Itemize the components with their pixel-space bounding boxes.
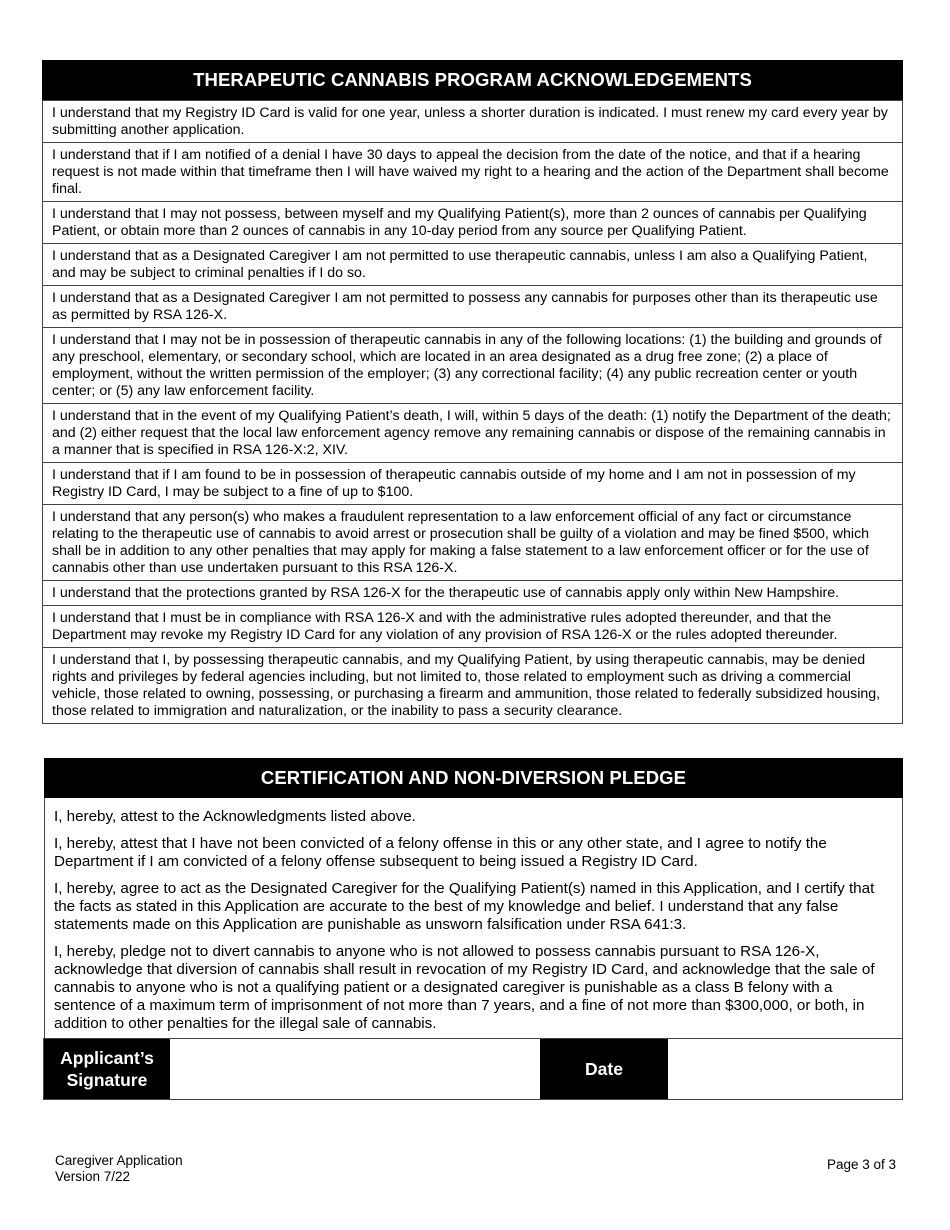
footer-form-info [55,1153,183,1185]
acknowledgement-item: I understand that the protections granted by RSA 126-X for the therapeutic use of cannabis apply only within New Hampshire. [43,580,902,605]
date-label: Date [540,1039,668,1099]
certification-paragraph: I, hereby, attest to the Acknowledgments listed above. [54,808,416,825]
date-field[interactable] [668,1039,902,1099]
acknowledgement-item: I understand that as a Designated Caregiver I am not permitted to possess any cannabis for purposes other than its therapeutic use as permitted by RSA 126-X. [43,285,902,327]
acknowledgement-item: I understand that if I am found to be in possession of therapeutic cannabis outside of my home and I am not in possession of my Registry ID Card, I may be subject to a fine of up to $100. [43,462,902,504]
acknowledgements-section [42,60,903,724]
acknowledgement-item: I understand that any person(s) who makes a fraudulent representation to a law enforcement official of any fact or circumstance relating to the therapeutic use of cannabis to avoid arrest or prosecution shall be guilty of a violation and may be fined $500, which shall be in addition to any other penalties that may apply for making a false statement to a law enforcement officer or for the use of cannabis other than use undertaken pursuant to this RSA 126-X. [43,504,902,580]
certification-paragraph: I, hereby, attest that I have not been convicted of a felony offense in this or any other state, and I agree to notify the Department if I am convicted of a felony offense subsequent to being issued a Registry ID Card. [54,835,827,870]
acknowledgements-title: THERAPEUTIC CANNABIS PROGRAM ACKNOWLEDGEMENTS [42,60,903,100]
applicant-signature-label [44,1039,170,1099]
applicant-label-line2: Signature [66,1070,148,1090]
acknowledgement-item: I understand that in the event of my Qualifying Patient’s death, I will, within 5 days of the death: (1) notify the Department of the death; and (2) either request that the local law enforcement agency remove any remaining cannabis or dispose of the remaining cannabis in a manner that is specified in RSA 126-X:2, XIV. [43,403,902,462]
acknowledgements-table [42,100,903,724]
certification-paragraph: I, hereby, agree to act as the Designated Caregiver for the Qualifying Patient(s) named in this Application, and I certify that the facts as stated in this Application are accurate to the best of my knowledge and belief. I understand that any false statements made on this Application are punishable as unsworn falsification under RSA 641:3. [54,880,875,933]
acknowledgement-item: I understand that I may not possess, between myself and my Qualifying Patient(s), more than 2 ounces of cannabis per Qualifying Patient, or obtain more than 2 ounces of cannabis in any 10-day period from any source per Qualifying Patient. [43,201,902,243]
acknowledgement-item: I understand that my Registry ID Card is valid for one year, unless a shorter duration is indicated. I must renew my card every year by submitting another application. [43,100,902,142]
footer-form-name: Caregiver Application [55,1153,183,1168]
footer-page-number: Page 3 of 3 [826,1157,896,1172]
signature-row [43,1038,903,1100]
acknowledgement-item: I understand that I must be in compliance with RSA 126-X and with the administrative rules adopted thereunder, and that the Department may revoke my Registry ID Card for any violation of any provision of RSA 126-X or the rules adopted thereunder. [43,605,902,647]
footer-version: Version 7/22 [55,1169,131,1184]
applicant-signature-field[interactable] [170,1039,540,1099]
certification-paragraph: I, hereby, pledge not to divert cannabis to anyone who is not allowed to possess cannabis pursuant to RSA 126-X, acknowledge that diversion of cannabis shall result in revocation of my Registry ID Card, and acknowledge that the sale of cannabis to anyone who is not a qualifying patient or a designated caregiver is punishable as a class B felony with a sentence of a maximum term of imprisonment of not more than 7 years, and a fine of not more than $300,000, or both, in addition to other penalties for the illegal sale of cannabis. [54,943,875,1032]
certification-section [44,758,903,1048]
certification-body [44,798,903,1048]
acknowledgement-item: I understand that I, by possessing therapeutic cannabis, and my Qualifying Patient, by using therapeutic cannabis, may be denied rights and privileges by federal agencies including, but not limited to, those related to employment such as driving a commercial vehicle, those related to owning, possessing, or purchasing a firearm and ammunition, those related to federally subsidized housing, those related to immigration and naturalization, or the inability to pass a security clearance. [43,647,902,723]
acknowledgement-item: I understand that I may not be in possession of therapeutic cannabis in any of the following locations: (1) the building and grounds of any preschool, elementary, or secondary school, which are located in an area designated as a drug free zone; (2) a place of employment, without the written permission of the employer; (3) any correctional facility; (4) any public recreation center or youth center; or (5) any law enforcement facility. [43,327,902,403]
acknowledgement-item: I understand that as a Designated Caregiver I am not permitted to use therapeutic cannabis, unless I am also a Qualifying Patient, and may be subject to criminal penalties if I do so. [43,243,902,285]
applicant-label-line1: Applicant’s [60,1048,154,1068]
acknowledgement-item: I understand that if I am notified of a denial I have 30 days to appeal the decision from the date of the notice, and that if a hearing request is not made within that timeframe then I will have waived my right to a hearing and the action of the Department shall become final. [43,142,902,201]
certification-title: CERTIFICATION AND NON-DIVERSION PLEDGE [44,758,903,798]
